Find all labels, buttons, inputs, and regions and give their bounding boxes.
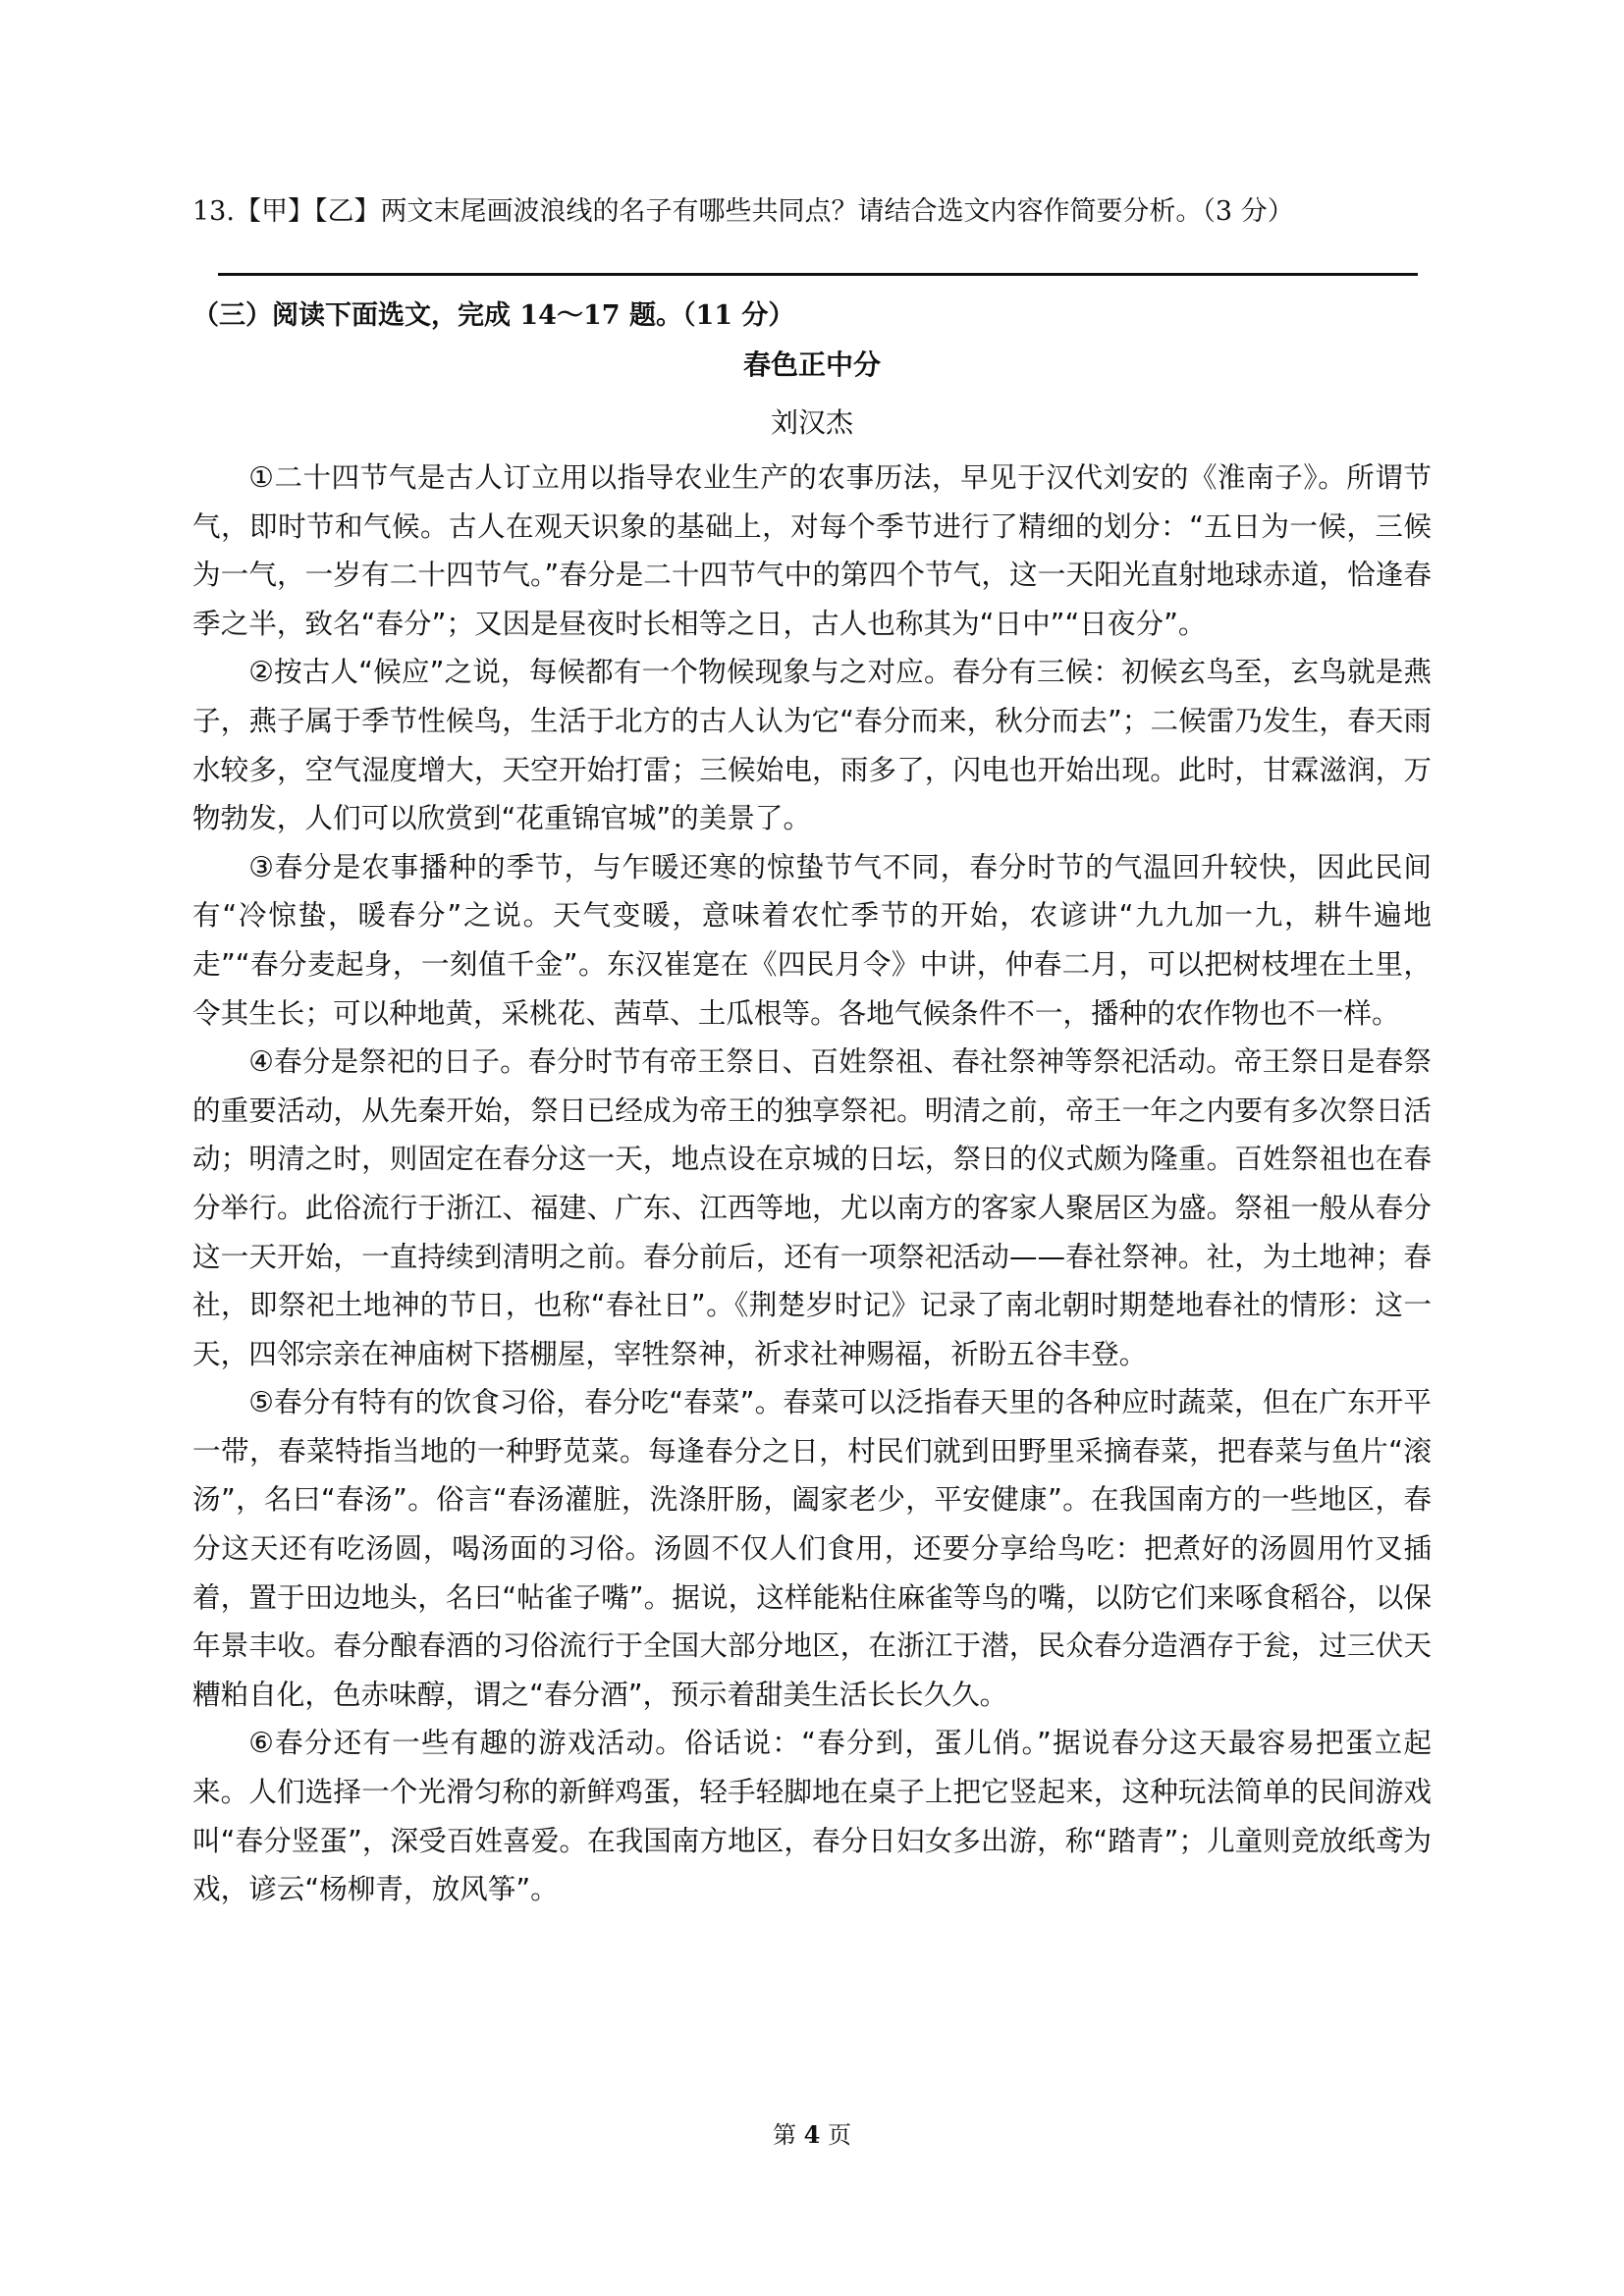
question-13: 13.【甲】【乙】两文末尾画波浪线的名子有哪些共同点？请结合选文内容作简要分析。（3 分） (192, 196, 1294, 227)
article-body (192, 454, 1432, 1914)
paragraph-6: ⑥春分还有一些有趣的游戏活动。俗话说：“春分到，蛋儿俏。”据说春分这天最容易把蛋立起来。人们选择一个光滑匀称的新鲜鸡蛋，轻手轻脚地在桌子上把它竖起来，这种玩法简单的民间游戏叫“春分竖蛋”，深受百姓喜爱。在我国南方地区，春分日妇女多出游，称“踏青”；儿童则竞放纸鸢为戏，谚云“杨柳青，放风筝”。 (192, 1726, 1432, 1906)
page-footer-suffix: 页 (827, 2121, 851, 2149)
section-heading: （三）阅读下面选文，完成 14～17 题。（11 分） (192, 300, 795, 331)
answer-line (218, 273, 1418, 276)
article-author: 刘汉杰 (770, 406, 853, 439)
paragraph-5: ⑤春分有特有的饮食习俗，春分吃“春菜”。春菜可以泛指春天里的各种应时蔬菜，但在广东开平一带，春菜特指当地的一种野苋菜。每逢春分之日，村民们就到田野里采摘春菜，把春菜与鱼片“滚汤”，名曰“春汤”。俗言“春汤灌脏，洗涤肝肠，阖家老少，平安健康”。在我国南方的一些地区，春分这天还有吃汤圆，喝汤面的习俗。汤圆不仅人们食用，还要分享给鸟吃：把煮好的汤圆用竹叉插着，置于田边地头，名曰“帖雀子嘴”。据说，这样能粘住麻雀等鸟的嘴，以防它们来啄食稻谷，以保年景丰收。春分酿春酒的习俗流行于全国大部分地区，在浙江于潜，民众春分造酒存于瓮，过三伏天糟粕自化，色赤味醇，谓之“春分酒”，预示着甜美生活长长久久。 (192, 1385, 1432, 1711)
paragraph-4: ④春分是祭祀的日子。春分时节有帝王祭日、百姓祭祖、春社祭神等祭祀活动。帝王祭日是春祭的重要活动，从先秦开始，祭日已经成为帝王的独享祭祀。明清之前，帝王一年之内要有多次祭日活动；明清之时，则固定在春分这一天，地点设在京城的日坛，祭日的仪式颇为隆重。百姓祭祖也在春分举行。此俗流行于浙江、福建、广东、江西等地，尤以南方的客家人聚居区为盛。祭祖一般从春分这一天开始，一直持续到清明之前。春分前后，还有一项祭祀活动——春社祭神。社，为土地神；春社，即祭祀土地神的节日，也称“春社日”。《荆楚岁时记》记录了南北朝时期楚地春社的情形：这一天，四邻宗亲在神庙树下搭棚屋，宰牲祭神，祈求社神赐福，祈盼五谷丰登。 (192, 1044, 1432, 1370)
article-title: 春色正中分 (742, 348, 881, 381)
paragraph-1: ①二十四节气是古人订立用以指导农业生产的农事历法，早见于汉代刘安的《淮南子》。所谓节气，即时节和气候。古人在观天识象的基础上，对每个季节进行了精细的划分：“五日为一候，三候为一气，一岁有二十四节气。”春分是二十四节气中的第四个节气，这一天阳光直射地球赤道，恰逢春季之半，致名“春分”；又因是昼夜时长相等之日，古人也称其为“日中”“日夜分”。 (192, 460, 1432, 640)
paragraph-3: ③春分是农事播种的季节，与乍暖还寒的惊蛰节气不同，春分时节的气温回升较快，因此民间有“冷惊蛰，暖春分”之说。天气变暖，意味着农忙季节的开始，农谚讲“九九加一九，耕牛遍地走”“春分麦起身，一刻值千金”。东汉崔寔在《四民月令》中讲，仲春二月，可以把树枝埋在土里，令其生长；可以种地黄，采桃花、茜草、土瓜根等。各地气候条件不一，播种的农作物也不一样。 (192, 849, 1432, 1030)
page-footer-prefix: 第 (773, 2121, 796, 2149)
page-number: 4 (803, 2120, 821, 2149)
paragraph-2: ②按古人“候应”之说，每候都有一个物候现象与之对应。春分有三候：初候玄鸟至，玄鸟就是燕子，燕子属于季节性候鸟，生活于北方的古人认为它“春分而来，秋分而去”；二候雷乃发生，春天雨水较多，空气湿度增大，天空开始打雷；三候始电，雨多了，闪电也开始出现。此时，甘霖滋润，万物勃发，人们可以欣赏到“花重锦官城”的美景了。 (192, 655, 1432, 835)
page-footer (0, 2118, 1624, 2152)
